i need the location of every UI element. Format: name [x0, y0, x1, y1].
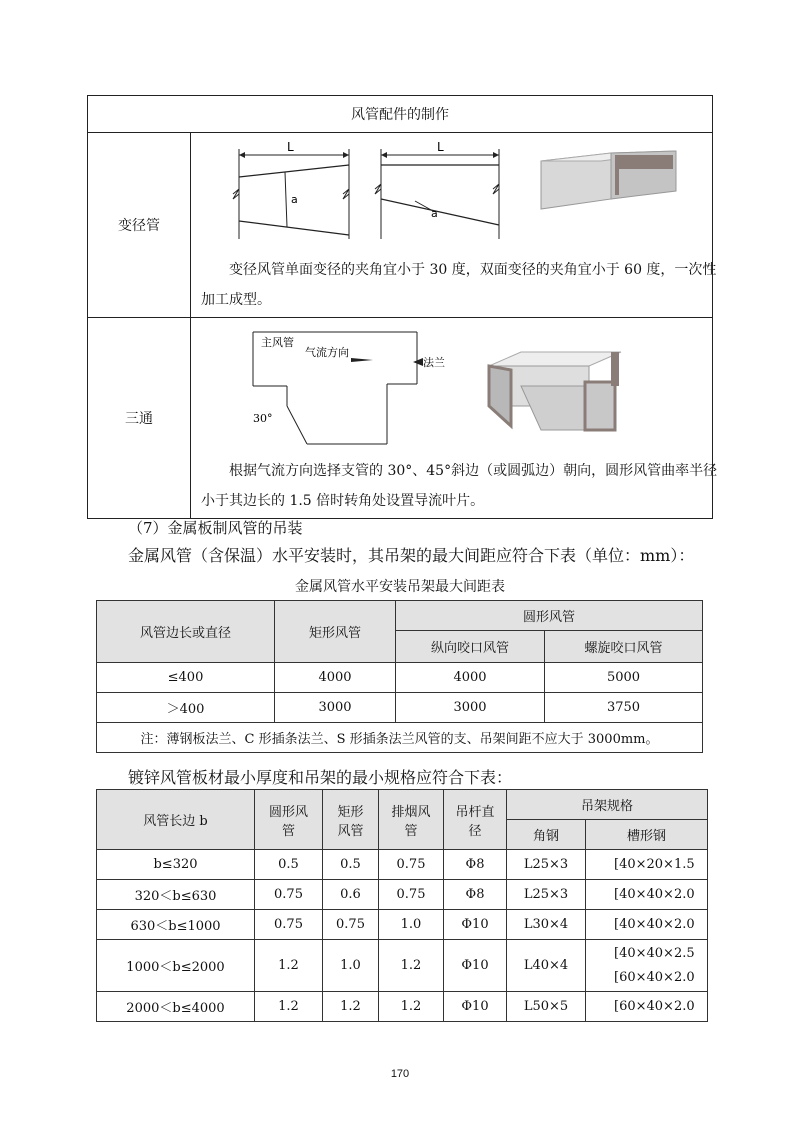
- cell: b≤320: [97, 850, 255, 880]
- cell: [40×40×2.0: [586, 880, 708, 910]
- page-number: 170: [390, 1068, 410, 1080]
- cell: L25×3: [507, 850, 586, 880]
- cell: [60×40×2.0: [586, 992, 708, 1022]
- table-row: [97, 663, 703, 693]
- cell: 0.75: [379, 850, 444, 880]
- fitting-label-reducer: 变径管: [88, 133, 191, 318]
- cell: Φ10: [444, 940, 507, 992]
- cell: L50×5: [507, 992, 586, 1022]
- tee-description: 根据气流方向选择支管的 30°、45°斜边（或圆弧边）朝向，圆形风管曲率半径小于其边长的 1.5 倍时转角处设置导流叶片。: [201, 463, 718, 509]
- header-hanger: 吊架规格: [507, 790, 708, 820]
- cell: 3000: [275, 693, 396, 723]
- cell: 3750: [545, 693, 703, 723]
- header-channel: 槽形钢: [586, 820, 708, 850]
- cell: 1.0: [379, 910, 444, 940]
- tee-angle-label: 30°: [253, 412, 273, 425]
- header-round: 圆形风管: [396, 601, 703, 631]
- header-size: 风管边长或直径: [97, 601, 275, 663]
- cell: Φ8: [444, 850, 507, 880]
- cell: L25×3: [507, 880, 586, 910]
- reducer-double-a: a: [431, 207, 438, 220]
- cell: 0.75: [379, 880, 444, 910]
- cell: 0.6: [323, 880, 379, 910]
- reducer-description: 变径风管单面变径的夹角宜小于 30 度，双面变径的夹角宜小于 60 度，一次性加工成型。: [201, 262, 717, 308]
- cell: 0.75: [323, 910, 379, 940]
- fitting-label-tee: 三通: [88, 318, 191, 519]
- cell: 5000: [545, 663, 703, 693]
- table-row: [97, 850, 708, 880]
- header-round-spiral: 螺旋咬口风管: [545, 631, 703, 663]
- cell: 1.0: [323, 940, 379, 992]
- cell: 1.2: [379, 940, 444, 992]
- reducer-single-a: a: [291, 193, 298, 206]
- cell: 1.2: [379, 992, 444, 1022]
- cell: [40×40×2.5 [60×40×2.0: [586, 940, 708, 992]
- table-row: [97, 992, 708, 1022]
- table-row: [97, 693, 703, 723]
- header-rect: 矩形风管: [275, 601, 396, 663]
- reducer-double-L: L: [437, 140, 444, 154]
- reducer-double-diagram: [371, 139, 511, 249]
- tee-3d-image: [481, 346, 631, 436]
- cell: Φ10: [444, 992, 507, 1022]
- header-smoke-duct: 排烟风 管: [379, 790, 444, 850]
- cell: 0.75: [255, 880, 323, 910]
- cell: Φ10: [444, 910, 507, 940]
- tee-main-duct-label: 主风管: [261, 336, 294, 349]
- cell: 1.2: [255, 940, 323, 992]
- spacing-intro: 金属风管（含保温）水平安装时，其吊架的最大间距应符合下表（单位：mm）：: [128, 546, 695, 565]
- cell: ≤400: [97, 663, 275, 693]
- spacing-table: [96, 600, 703, 753]
- reducer-single-diagram: [225, 139, 355, 249]
- thickness-table: [96, 789, 708, 1022]
- cell: [40×40×2.0: [586, 910, 708, 940]
- cell: [40×20×1.5: [586, 850, 708, 880]
- thickness-intro: 镀锌风管板材最小厚度和吊架的最小规格应符合下表：: [128, 768, 513, 787]
- fittings-table-title: 风管配件的制作: [88, 96, 713, 133]
- spacing-caption: 金属风管水平安装吊架最大间距表: [295, 579, 505, 595]
- spacing-note: 注：薄钢板法兰、C 形插条法兰、S 形插条法兰风管的支、吊架间距不应大于 3000mm。: [97, 723, 703, 753]
- cell: 320＜b≤630: [97, 880, 255, 910]
- tee-airflow-label: 气流方向: [305, 346, 349, 359]
- tee-diagram: [247, 326, 447, 456]
- cell: 1.2: [255, 992, 323, 1022]
- cell: 0.75: [255, 910, 323, 940]
- cell: Φ8: [444, 880, 507, 910]
- header-side: 风管长边 b: [97, 790, 255, 850]
- cell: 1000＜b≤2000: [97, 940, 255, 992]
- cell: 3000: [396, 693, 545, 723]
- tee-flange-label: 法兰: [423, 356, 445, 369]
- cell: 0.5: [255, 850, 323, 880]
- tee-cell: [191, 318, 718, 519]
- reducer-single-L: L: [287, 140, 294, 154]
- cell: 4000: [396, 663, 545, 693]
- cell: ＞400: [97, 693, 275, 723]
- reducer-3d-image: [531, 147, 681, 217]
- cell: 2000＜b≤4000: [97, 992, 255, 1022]
- table-row: [97, 940, 708, 992]
- cell: L40×4: [507, 940, 586, 992]
- reducer-cell: [191, 133, 717, 318]
- header-round-long: 纵向咬口风管: [396, 631, 545, 663]
- table-row: [97, 880, 708, 910]
- cell: 0.5: [323, 850, 379, 880]
- cell: 4000: [275, 663, 396, 693]
- cell: 1.2: [323, 992, 379, 1022]
- header-round-duct: 圆形风 管: [255, 790, 323, 850]
- table-row: [97, 910, 708, 940]
- cell: 630＜b≤1000: [97, 910, 255, 940]
- fittings-table: [87, 95, 718, 519]
- section-heading: （7）金属板制风管的吊装: [128, 519, 303, 537]
- header-rect-duct: 矩形 风管: [323, 790, 379, 850]
- header-angle: 角钢: [507, 820, 586, 850]
- header-rod: 吊杆直 径: [444, 790, 507, 850]
- cell: L30×4: [507, 910, 586, 940]
